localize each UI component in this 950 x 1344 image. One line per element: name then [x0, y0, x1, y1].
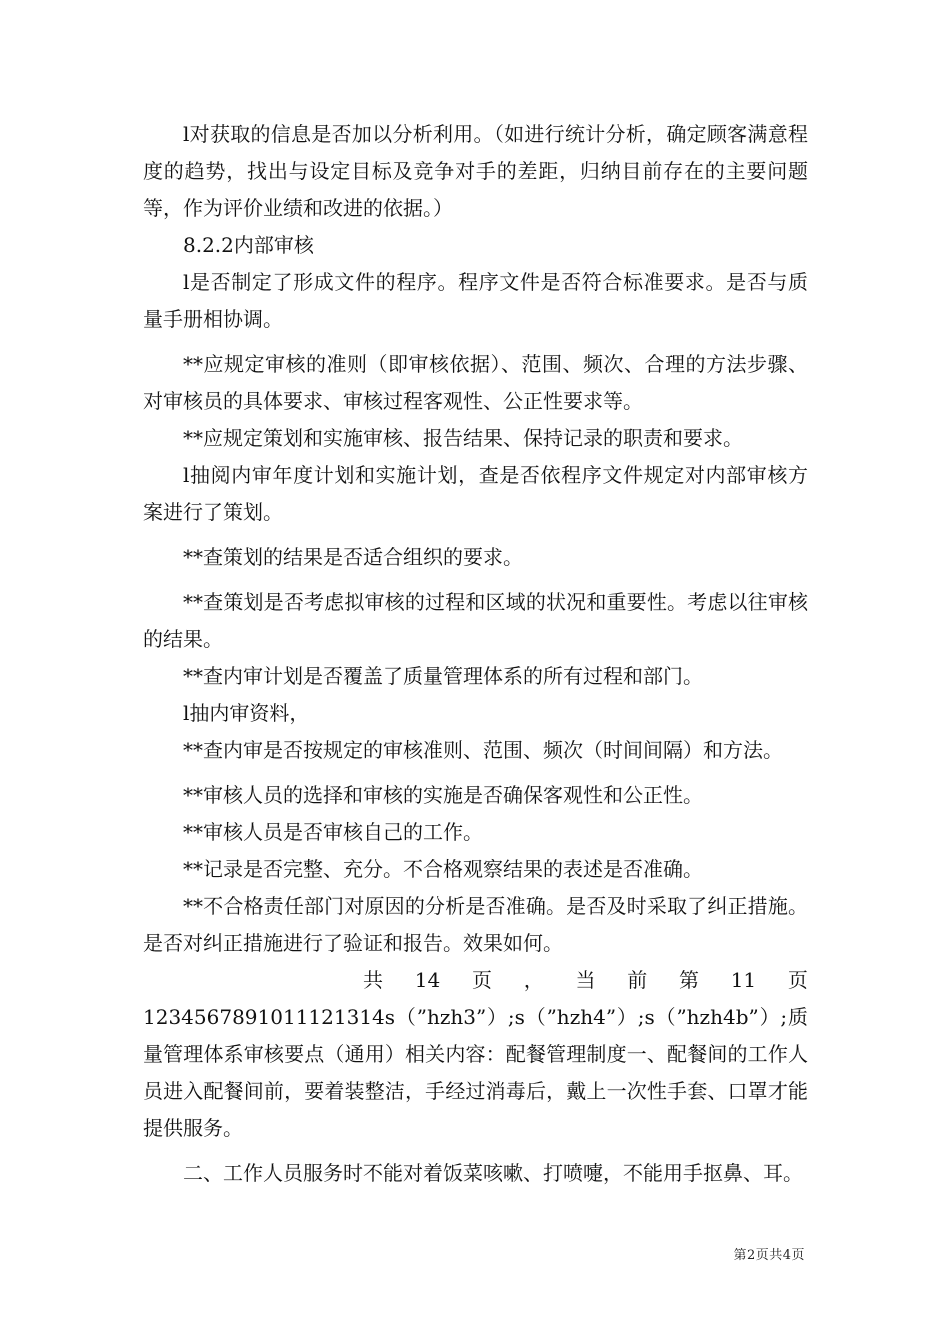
paragraph-corrective-action: **不合格责任部门对原因的分析是否准确。是否及时采取了纠正措施。是否对纠正措施进行了验证和报告。效果如何。 [143, 894, 808, 955]
paragraph-audit-responsibilities: **应规定策划和实施审核、报告结果、保持记录的职责和要求。 [183, 426, 743, 450]
paragraph-audit-coverage: **查内审计划是否覆盖了质量管理体系的所有过程和部门。 [183, 664, 703, 688]
paragraph-annual-plan: l抽阅内审年度计划和实施计划，查是否依程序文件规定对内部审核方案进行了策划。 [143, 463, 808, 524]
paragraph-analysis: l对获取的信息是否加以分析利用。（如进行统计分析，确定顾客满意程度的趋势，找出与设定目标及竞争对手的差距，归纳目前存在的主要问题等，作为评价业绩和改进的依据。） [143, 122, 808, 220]
paragraph-audit-criteria: **应规定审核的准则（即审核依据）、范围、频次、合理的方法步骤、对审核员的具体要求、审核过程客观性、公正性要求等。 [143, 352, 808, 413]
inline-pager-line [143, 962, 808, 999]
pager-token: 页 [787, 968, 808, 992]
paragraph-planning-result: **查策划的结果是否适合组织的要求。 [183, 545, 523, 569]
document-body [143, 116, 808, 1192]
pager-token: 页 [471, 968, 492, 992]
paragraph-record-completeness: **记录是否完整、充分。不合格观察结果的表述是否准确。 [183, 857, 703, 881]
paragraph-auditor-selection: **审核人员的选择和审核的实施是否确保客观性和公正性。 [183, 783, 703, 807]
paragraph-planning-consideration: **查策划是否考虑拟审核的过程和区域的状况和重要性。考虑以往审核的结果。 [143, 590, 808, 651]
pager-token: 11 [730, 968, 757, 992]
section-heading-internal-audit: 8.2.2内部审核 [183, 233, 314, 257]
paragraph-audit-method: **查内审是否按规定的审核准则、范围、频次（时间间隔）和方法。 [183, 738, 783, 762]
pager-token: 14 [414, 968, 441, 992]
paragraph-procedure: l是否制定了形成文件的程序。程序文件是否符合标准要求。是否与质量手册相协调。 [143, 270, 808, 331]
pager-token: ， [523, 968, 544, 992]
paragraph-related-content: 1234567891011121314s（”hzh3”）;s（”hzh4”）;s（”hzh4b”）;质量管理体系审核要点（通用）相关内容：配餐管理制度一、配餐间的工作人员进入配餐间前，要着装整洁，手经过消毒后，戴上一次性手套、口罩才能提供服务。 [143, 1005, 808, 1140]
paragraph-audit-records: l抽内审资料， [183, 701, 310, 725]
pager-token: 共 [363, 968, 383, 992]
pager-token: 当 [575, 968, 596, 992]
pager-token: 第 [678, 968, 699, 992]
paragraph-self-audit: **审核人员是否审核自己的工作。 [183, 820, 483, 844]
paragraph-staff-service: 二、工作人员服务时不能对着饭菜咳嗽、打喷嚏，不能用手抠鼻、耳。 [183, 1161, 803, 1185]
page-number-footer: 第2页共4页 [733, 1248, 805, 1263]
pager-token: 前 [627, 968, 648, 992]
